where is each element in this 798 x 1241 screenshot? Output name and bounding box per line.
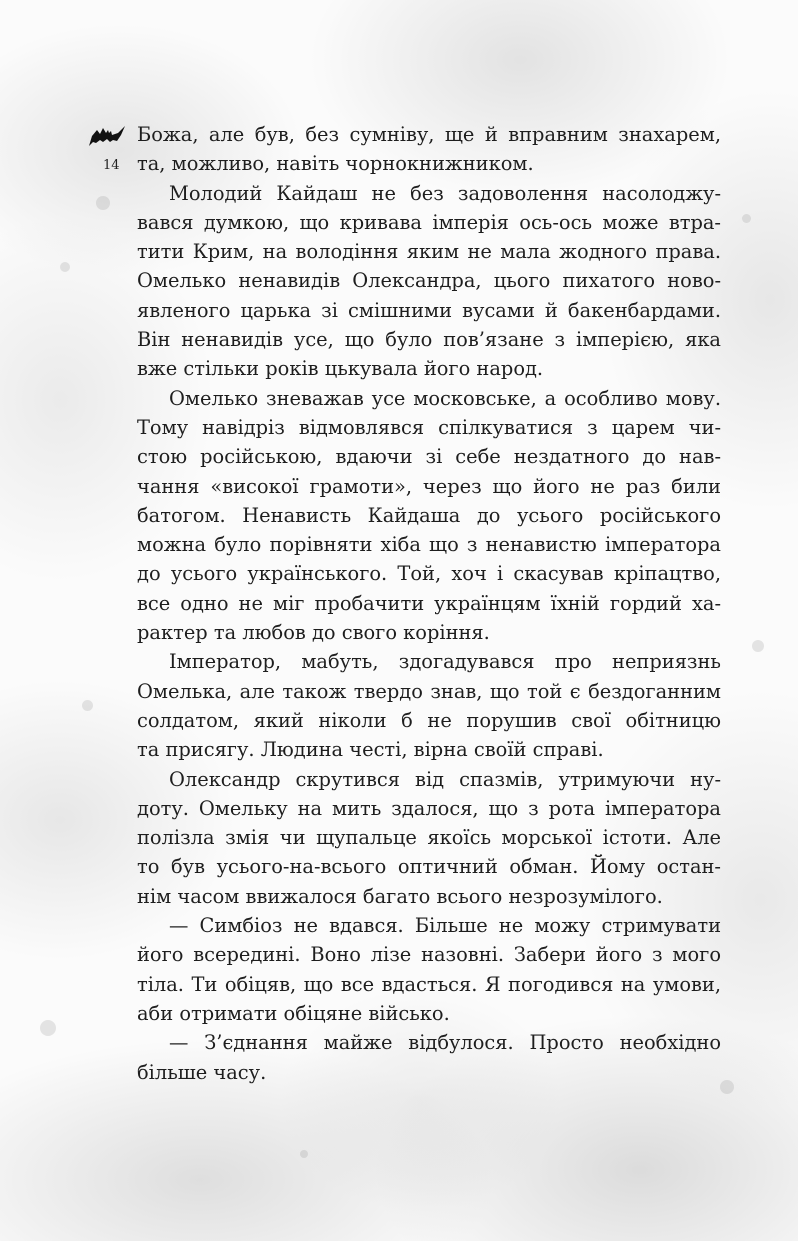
paragraph <box>137 179 721 384</box>
text-line: Божа, але був, без сумніву, ще й вправним знахарем, <box>137 123 721 146</box>
text-line: Імператор, мабуть, здогадувався про неприязнь <box>169 650 721 674</box>
ink-splat <box>82 700 93 711</box>
text-line: вже стільки років цькувала його народ. <box>137 357 544 381</box>
text-line: Омелько зневажав усе московське, а особливо мову. <box>169 386 721 410</box>
text-line: Він ненавидів усе, що було пов’язане з імперією, яка <box>137 328 721 352</box>
text-line: Олександр скрутився від спазмів, утримуючи ну- <box>169 767 721 791</box>
text-line: чання «високої грамоти», через що його не раз били <box>137 474 721 498</box>
text-line: тіла. Ти обіцяв, що все вдасться. Я погодився на умови, <box>137 972 721 996</box>
text-line: Молодий Кайдаш не без задоволення насолоджу- <box>169 181 721 205</box>
text-line: Омелько ненавидів Олександра, цього пихатого ново- <box>137 269 721 293</box>
text-line: — Симбіоз не вдався. Більше не можу стримувати <box>169 914 721 938</box>
text-line: явленого царька зі смішними вусами й бакенбардами. <box>137 298 721 322</box>
paragraph <box>137 647 721 764</box>
text-line: стою російською, вдаючи зі себе нездатного до нав- <box>137 445 721 469</box>
paragraph <box>137 765 721 911</box>
text-line: батогом. Ненависть Кайдаша до усього російського <box>137 503 721 527</box>
text-line: та присягу. Людина честі, вірна своїй справі. <box>137 738 604 762</box>
text-line: — З’єднання майже відбулося. Просто необхідно <box>169 1031 721 1055</box>
text-line: вався думкою, що кривава імперія ось-ось може втра- <box>137 210 721 234</box>
ink-splat <box>40 1020 56 1036</box>
paragraph <box>137 1028 721 1087</box>
text-line: до усього українського. Той, хоч і скасував кріпацтво, <box>137 562 721 586</box>
text-line: солдатом, який ніколи б не порушив свої обітницю <box>137 708 721 732</box>
text-line: все одно не міг пробачити українцям їхній гордий ха- <box>137 591 721 615</box>
ink-splat <box>60 262 70 272</box>
text-line: доту. Омельку на мить здалося, що з рота імператора <box>137 796 721 820</box>
text-line: тити Крим, на володіння яким не мала жодного права. <box>137 240 721 264</box>
text-line: та, можливо, навіть чорнокнижником. <box>137 152 534 176</box>
ink-splat <box>752 640 764 652</box>
body-text <box>137 120 721 1087</box>
text-line: Тому навідріз відмовлявся спілкуватися з царем чи- <box>137 415 721 439</box>
text-line: то був усього-на-всього оптичний обман. Йому остан- <box>137 855 721 879</box>
page-number: 14 <box>103 158 120 173</box>
text-line: можна було порівняти хіба що з ненавистю імператора <box>137 533 721 557</box>
ink-splat <box>96 196 110 210</box>
paragraph <box>137 120 721 179</box>
ink-splat <box>742 214 751 223</box>
paragraph <box>137 384 721 648</box>
text-line: рактер та любов до свого коріння. <box>137 621 490 645</box>
text-line: нім часом ввижалося багато всього незрозумілого. <box>137 884 663 908</box>
text-line: його всередині. Воно лізе назовні. Забери його з мого <box>137 943 721 967</box>
text-line: аби отримати обіцяне військо. <box>137 1001 450 1025</box>
ink-splat <box>300 1150 308 1158</box>
text-line: полізла змія чи щупальце якоїсь морської істоти. Але <box>137 826 721 850</box>
text-line: Омелька, але також твердо знав, що той є бездоганним <box>137 679 721 703</box>
paragraph <box>137 911 721 1028</box>
bat-icon <box>88 124 126 148</box>
ink-splat <box>720 1080 734 1094</box>
text-line: більше часу. <box>137 1060 267 1084</box>
